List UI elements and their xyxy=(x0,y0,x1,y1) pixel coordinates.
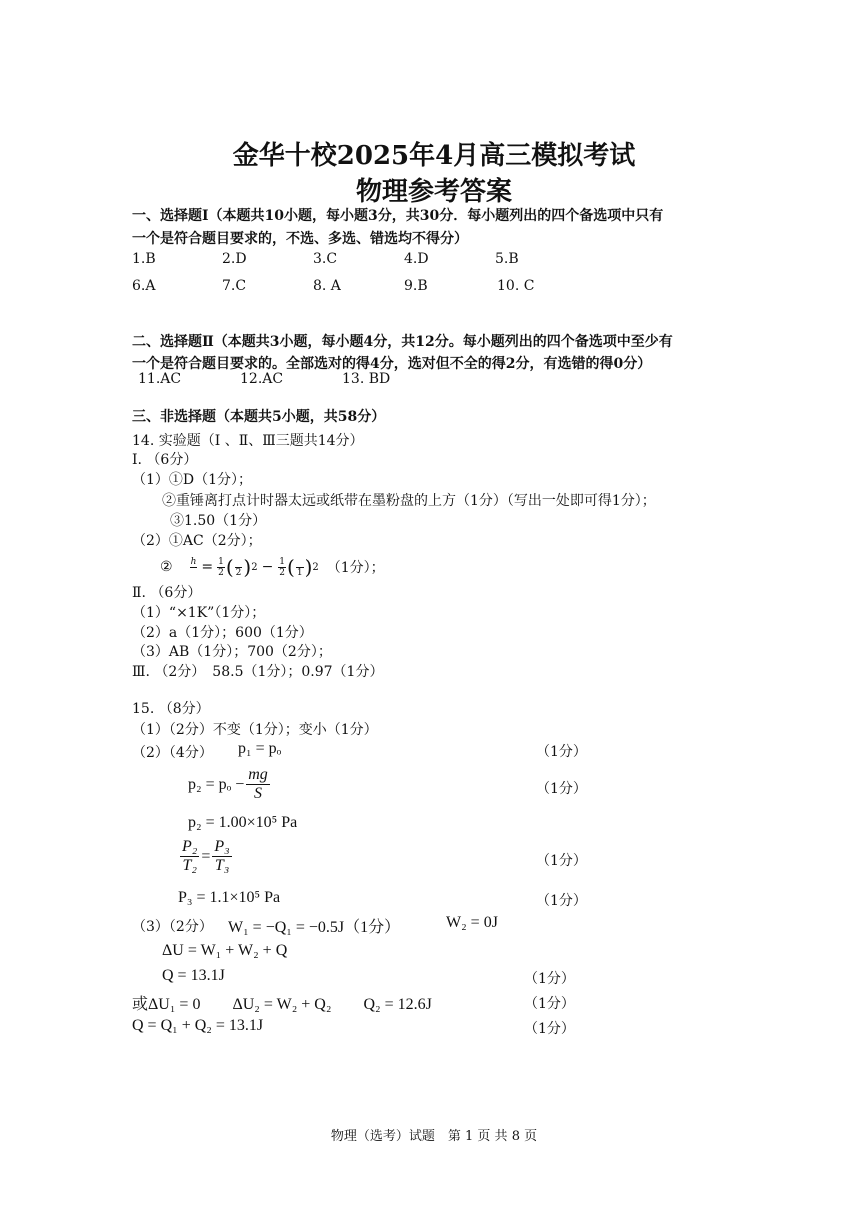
eq-sum: Q = Q₁ + Q₂ = 13.1J xyxy=(132,1017,264,1034)
q14-part1-line2: ②重锤离打点计时器太远或纸带在墨粉盘的上方（1分）（写出一处即可得1分）； xyxy=(162,493,656,509)
page-footer: 物理（选考）试题 第 1 页 共 8 页 xyxy=(330,1129,538,1144)
section2-heading-line2: 一个是符合题目要求的。全部选对的得4分，选对但不全的得2分，有选错的得0分） xyxy=(132,356,652,372)
answer-1: 1.B xyxy=(132,251,156,267)
eq-ratio xyxy=(178,838,234,875)
q15-line2-prefix: （2）（4分） xyxy=(132,745,213,761)
answer-4: 4.D xyxy=(404,251,429,267)
t3-den: T₃ xyxy=(214,857,230,874)
ratio-equals: = xyxy=(201,847,211,865)
answer-12: 12.AC xyxy=(240,371,284,387)
p3-num: P₃ xyxy=(214,838,230,855)
answer-9: 9.B xyxy=(404,278,428,294)
q14-part2-label: Ⅱ. （6分） xyxy=(132,585,202,601)
power-2b: 2 xyxy=(312,561,319,573)
p2-num: P₂ xyxy=(182,838,198,855)
q14-title: 14. 实验题（Ⅰ 、Ⅱ、Ⅲ三题共14分） xyxy=(132,433,364,449)
q14-part1-line1: （1）①D（1分）； xyxy=(132,472,253,488)
q14-part2-line3: （3）AB（1分）；700（2分）； xyxy=(132,644,332,660)
eq-w2: W₂ = 0J xyxy=(446,914,498,931)
q14-formula-line: ② h = $\frac{1}{2}$ ( 2 ) 2 − $\frac{1}{2}$ ( 1 ) 2 （1分）； xyxy=(160,555,385,579)
exam-title: 金华十校2025年4月高三模拟考试 xyxy=(232,141,636,171)
eq-w1: W₁ = −Q₁ = −0.5J（1分） xyxy=(228,919,401,936)
eq-or-score: （1分） xyxy=(524,996,575,1012)
answer-3: 3.C xyxy=(313,251,338,267)
q14-part1-line3: ③1.50（1分） xyxy=(170,513,267,529)
equals-sign: = xyxy=(201,559,214,575)
eq-p1: p₁ = pₒ xyxy=(238,740,282,757)
section1-heading-line2: 一个是符合题目要求的，不选、多选、错选均不得分） xyxy=(132,231,468,247)
answer-10: 10. C xyxy=(497,278,535,294)
blank-over-t2 xyxy=(235,557,243,578)
eq-p3-score: （1分） xyxy=(536,893,587,909)
eq-p2 xyxy=(188,766,272,803)
eq-p3: P₃ = 1.1×10⁵ Pa xyxy=(178,889,281,906)
q14-part3: Ⅲ. （2分） 58.5（1分）；0.97（1分） xyxy=(132,664,384,680)
half-den-2: 2 xyxy=(279,567,286,578)
q14-part1-label: Ⅰ. （6分） xyxy=(132,452,198,468)
eq-or-line: 或ΔU₁ = 0 ΔU₂ = W₂ + Q₂ Q₂ = 12.6J xyxy=(132,996,432,1013)
sub-1: 1 xyxy=(296,567,303,578)
h-symbol: h xyxy=(190,556,197,567)
eq-p2-score: （1分） xyxy=(536,781,587,797)
s-den: S xyxy=(254,785,263,802)
section1-heading-line1: 一、选择题Ⅰ（本题共10小题，每小题3分，共30分．每小题列出的四个备选项中只有 xyxy=(132,208,664,224)
eq-p1-score: （1分） xyxy=(536,744,587,760)
q15-title: 15. （8分） xyxy=(132,701,210,717)
q15-line3-prefix: （3）（2分） xyxy=(132,919,213,935)
q14-part1-line4: （2）①AC（2分）； xyxy=(132,533,262,549)
answer-2: 2.D xyxy=(222,251,247,267)
eq-q-score: （1分） xyxy=(524,971,575,987)
sub-2: 2 xyxy=(235,567,242,578)
section2-heading-line1: 二、选择题Ⅱ（本题共3小题，每小题4分，共12分。每小题列出的四个备选项中至少有 xyxy=(132,334,673,350)
answer-11: 11.AC xyxy=(138,371,182,387)
half-num-1: 1 xyxy=(218,556,224,567)
p2-over-t2 xyxy=(180,838,199,875)
answer-key-title: 物理参考答案 xyxy=(355,177,512,207)
p3-over-t3 xyxy=(212,838,231,875)
t2-den: T₂ xyxy=(182,857,197,874)
answer-7: 7.C xyxy=(222,278,247,294)
section3-heading: 三、非选择题（本题共5小题，共58分） xyxy=(132,409,386,425)
answer-8: 8. A xyxy=(313,278,341,294)
eq-p2-lhs: p₂ = pₒ − xyxy=(188,775,245,793)
q14-part2-line1: （1）“×1K”（1分）； xyxy=(132,605,266,621)
q14-part2-line2: （2）a（1分）；600（1分） xyxy=(132,625,313,641)
half-fraction-2 xyxy=(278,557,286,578)
half-den-1: 2 xyxy=(218,567,224,578)
eq-p2-value: p₂ = 1.00×10⁵ Pa xyxy=(188,814,298,831)
minus-sign: − xyxy=(261,559,274,575)
mg-num: mg xyxy=(248,766,268,783)
eq-ratio-score: （1分） xyxy=(536,853,587,869)
half-fraction-1 xyxy=(217,557,225,578)
power-2a: 2 xyxy=(251,561,258,573)
circled-2: ② xyxy=(160,559,173,575)
answer-6: 6.A xyxy=(132,278,156,294)
answer-13: 13. BD xyxy=(342,371,391,387)
half-num-2: 1 xyxy=(279,556,286,567)
h-over-blank xyxy=(190,557,198,578)
formula-score: （1分）； xyxy=(326,560,385,576)
eq-q: Q = 13.1J xyxy=(162,967,225,984)
eq-sum-score: （1分） xyxy=(524,1021,575,1037)
q15-line1: （1）（2分）不变（1分）；变小（1分） xyxy=(132,722,378,738)
blank-over-t1 xyxy=(296,557,304,578)
mg-over-s xyxy=(246,766,270,803)
eq-delta-u: ΔU = W₁ + W₂ + Q xyxy=(162,942,288,959)
answer-5: 5.B xyxy=(495,251,519,267)
